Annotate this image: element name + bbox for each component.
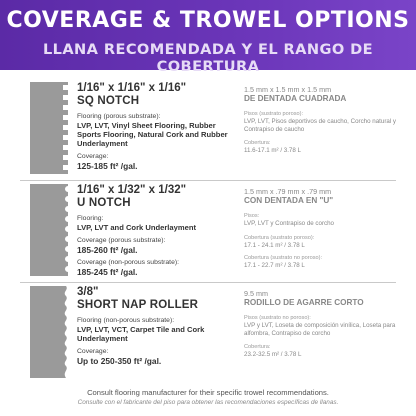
coverage-value-es: 17.1 - 24.1 m² / 3.78 L	[244, 241, 305, 249]
footer-note	[0, 388, 416, 407]
nap-roller-icon	[30, 286, 68, 378]
floor-label-es: Pisos (sustrato no poroso):	[244, 315, 311, 321]
trowel-size: 3/8"	[77, 286, 99, 298]
trowel-name-es: DE DENTADA CUADRADA	[244, 94, 347, 103]
floor-value-es: LVP, LVT, Pisos deportivos de caucho, Corcho natural y Contrapiso de caucho	[244, 118, 397, 133]
coverage-label-nonporous-es: Cobertura (sustrato no poroso):	[244, 255, 323, 261]
flooring-label: Flooring (non-porous substrate):	[77, 317, 175, 324]
spanish-specs	[244, 82, 409, 155]
trowel-size: 1/16" x 1/32" x 1/32"	[77, 184, 187, 196]
u-notch-trowel-icon	[30, 184, 68, 276]
page-subtitle: LLANA RECOMENDADA Y EL RANGO DE COBERTURA	[42, 41, 374, 75]
flooring-value: LVP, LVT, Vinyl Sheet Flooring, Rubber Sports Flooring, Natural Cork and Rubber Underlayment	[77, 121, 228, 148]
trowel-size-es: 9.5 mm	[244, 289, 268, 298]
floor-label-es: Pisos:	[244, 213, 260, 219]
coverage-label: Coverage:	[77, 153, 109, 160]
divider	[20, 282, 396, 283]
footer-spanish: Consulte con el fabricante del piso para obtener las recomendaciones específicas de llanas.	[77, 399, 339, 406]
coverage-value: 185-260 ft² /gal.	[77, 245, 138, 255]
footer-english: Consult flooring manufacturer for their specific trowel recommendations.	[87, 388, 329, 397]
trowel-size-es: 1.5 mm x 1.5 mm x 1.5 mm	[244, 85, 332, 94]
coverage-label: Coverage:	[77, 348, 109, 355]
trowel-size: 1/16" x 1/16" x 1/16"	[77, 82, 187, 94]
header-banner	[0, 0, 416, 75]
flooring-value: LVP, LVT and Cork Underlayment	[77, 223, 196, 232]
trowel-name-es: RODILLO DE AGARRE CORTO	[244, 298, 364, 307]
coverage-label: Coverage (porous substrate):	[77, 237, 166, 244]
trowel-row-sq-notch	[0, 82, 416, 177]
flooring-value: LVP, LVT, VCT, Carpet Tile and Cork Underlayment	[77, 325, 205, 343]
flooring-label: Flooring (porous substrate):	[77, 113, 161, 120]
floor-label-es: Pisos (sustrato poroso):	[244, 111, 304, 117]
coverage-value-nonporous: 185-245 ft² /gal.	[77, 267, 138, 277]
english-specs	[77, 184, 237, 277]
trowel-name: SQ NOTCH	[77, 95, 140, 107]
trowel-size-es: 1.5 mm x .79 mm x .79 mm	[244, 187, 332, 196]
spanish-specs	[244, 184, 409, 270]
coverage-label-es: Cobertura (sustrato poroso):	[244, 234, 315, 241]
spanish-specs	[244, 286, 409, 359]
english-specs	[77, 82, 237, 171]
coverage-label-es: Cobertura:	[244, 344, 271, 350]
coverage-value-nonporous-es: 17.1 - 22.7 m² / 3.78 L	[244, 262, 305, 269]
trowel-name: SHORT NAP ROLLER	[77, 299, 199, 311]
coverage-label-nonporous: Coverage (non-porous substrate):	[77, 259, 180, 266]
trowel-row-u-notch	[0, 184, 416, 279]
coverage-value: 125-185 ft² /gal.	[77, 161, 138, 171]
trowel-row-nap-roller	[0, 286, 416, 381]
coverage-label-es: Cobertura:	[244, 140, 271, 146]
floor-value-es: LVP y LVT, Loseta de composición vinílica, Loseta para alfombra, Contrapiso de corcho	[244, 322, 396, 337]
english-specs	[77, 286, 237, 366]
trowel-name-es: CON DENTADA EN "U"	[244, 196, 334, 205]
square-notch-trowel-icon	[30, 82, 68, 174]
coverage-value-es: 23.2-32.5 m² / 3.78 L	[244, 351, 302, 358]
flooring-label: Flooring:	[77, 215, 104, 222]
page-title: COVERAGE & TROWEL OPTIONS	[6, 8, 410, 33]
floor-value-es: LVP, LVT y Contrapiso de corcho	[244, 220, 334, 227]
trowel-name: U NOTCH	[77, 197, 131, 209]
coverage-value: Up to 250-350 ft² /gal.	[77, 356, 162, 366]
coverage-value-es: 11.6-17.1 m² / 3.78 L	[244, 147, 301, 154]
divider	[20, 180, 396, 181]
